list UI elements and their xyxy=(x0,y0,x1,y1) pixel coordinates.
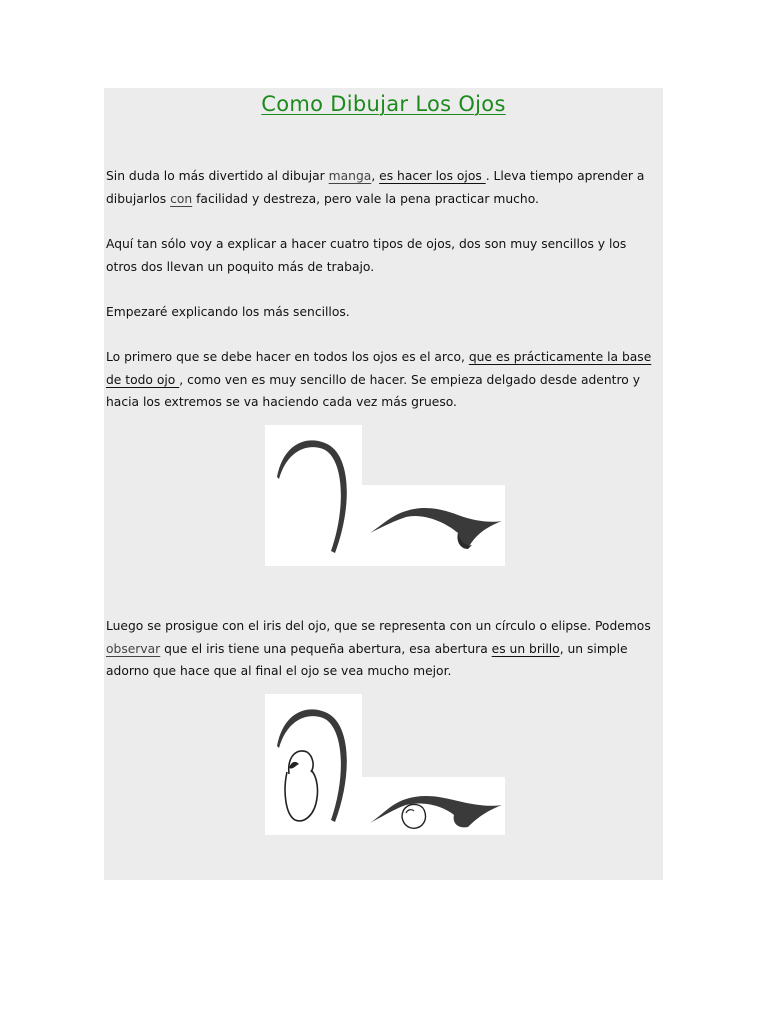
eye-iris-drawing-image xyxy=(362,777,505,835)
paragraph-simple: Empezaré explicando los más sencillos. xyxy=(106,305,350,319)
eye-arc-drawing-image xyxy=(362,485,505,566)
eye-arc-sketch xyxy=(362,485,505,566)
link-manga[interactable]: manga xyxy=(328,169,372,183)
link-hacer-ojos[interactable]: es hacer los ojos xyxy=(379,169,486,183)
link-base-ojo[interactable]: que es prácticamente la base de todo ojo xyxy=(106,350,652,387)
arc-sketch xyxy=(265,425,362,566)
paragraph-types: Aquí tan sólo voy a explicar a hacer cuatro tipos de ojos, dos son muy sencillos y los otros dos llevan un poquito más de trabajo. xyxy=(106,237,627,274)
link-con[interactable]: con xyxy=(170,191,193,206)
link-brillo[interactable]: es un brillo xyxy=(491,641,560,656)
arc-drawing-image xyxy=(265,425,362,566)
iris-sketch xyxy=(265,694,362,835)
paragraph-arc: Lo primero que se debe hacer en todos los ojos es el arco, que es prácticamente la base de todo ojo , como ven es muy sencillo de hacer. Se empieza delgado desde adentro y hacia los extremos se va haciendo cada vez más grueso. xyxy=(106,350,652,410)
paragraph-iris: Luego se prosigue con el iris del ojo, que se representa con un círculo o elipse. Podemos observar que el iris tiene una pequeña abertura, esa abertura es un brillo, un simple adorno que hace que al final el ojo se vea mucho mejor. xyxy=(106,619,651,679)
iris-drawing-image xyxy=(265,694,362,835)
paragraph-intro: Sin duda lo más divertido al dibujar manga, es hacer los ojos . Lleva tiempo aprender a dibujarlos con facilidad y destreza, pero vale la pena practicar mucho. xyxy=(106,169,645,206)
eye-iris-sketch xyxy=(362,777,505,835)
link-observar[interactable]: observar xyxy=(106,641,161,656)
page-title: Como Dibujar Los Ojos xyxy=(261,92,506,116)
document-page xyxy=(104,88,663,880)
